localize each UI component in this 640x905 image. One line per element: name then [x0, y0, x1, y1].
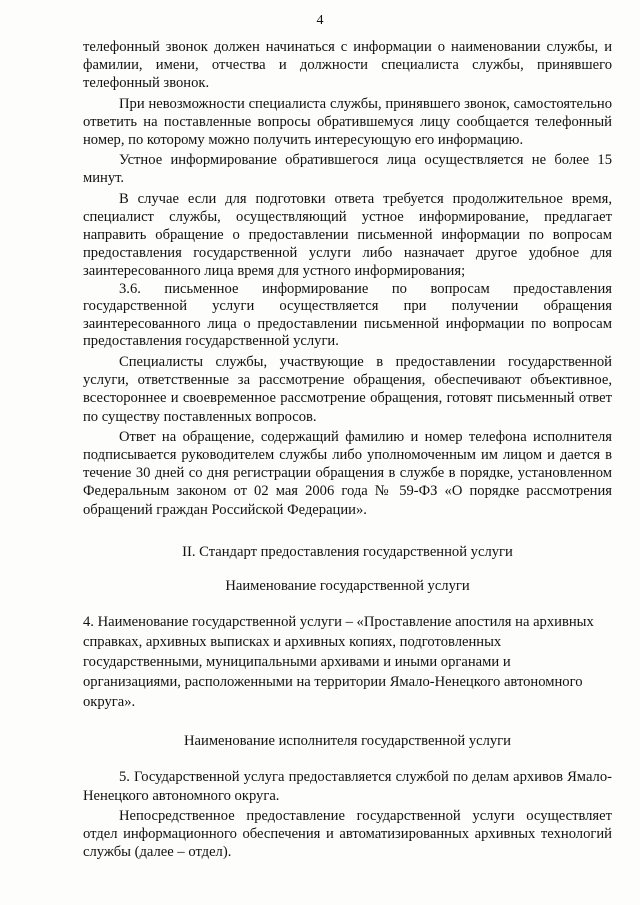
paragraph: Специалисты службы, участвующие в предоставлении государственной услуги, ответственные за рассмотрение обращения, обеспечивают объективное, всестороннее и своевременное рассмотрение обращения, готовят письменный ответ по существу поставленных вопросов.: [83, 354, 612, 425]
paragraph: 3.6. письменное информирование по вопросам предоставления государственной услуги осуществляется при получении обращения заинтересованного лица о предоставлении письменной информации по вопросам предоставления государственной услуги.: [83, 280, 612, 350]
item-5: 5. Государственной услуга предоставляется службой по делам архивов Ямало-Ненецкого автономного округа.: [83, 769, 612, 804]
item-4: 4. Наименование государственной услуги – «Проставление апостиля на архивных справках, архивных выписках и архивных копиях, подготовленных государственными, муниципальными архивами и иными органами и организациями, расположенными на территории Ямало-Ненецкого автономного округа».: [83, 614, 594, 711]
paragraph: При невозможности специалиста службы, принявшего звонок, самостоятельно ответить на поставленные вопросы обратившемуся лицу сообщается телефонный номер, по которому можно получить интересующую его информацию.: [83, 95, 612, 149]
subheading: Наименование государственной услуги: [225, 578, 470, 595]
subheading: Наименование исполнителя государственной услуги: [184, 733, 511, 750]
document-body: [83, 38, 612, 861]
section-heading: II. Стандарт предоставления государственной услуги: [182, 543, 513, 560]
paragraph: телефонный звонок должен начинаться с информации о наименовании службы, и фамилии, имени, отчества и должности специалиста службы, принявшего телефонный звонок.: [83, 39, 612, 92]
page-number: 4: [316, 13, 324, 28]
paragraph: Ответ на обращение, содержащий фамилию и номер телефона исполнителя подписывается руководителем службы либо уполномоченным им лицом и дается в течение 30 дней со дня регистрации обращения в службе в порядке, установленном Федеральным законом от 02 мая 2006 года № 59-ФЗ «О порядке рассмотрения обращений граждан Российской Федерации».: [83, 428, 612, 518]
paragraph: Устное информирование обратившегося лица осуществляется не более 15 минут.: [83, 152, 612, 187]
paragraph: Непосредственное предоставление государственной услуги осуществляет отдел информационного обеспечения и автоматизированных архивных технологий службы (далее – отдел).: [83, 807, 612, 861]
paragraph: В случае если для подготовки ответа требуется продолжительное время, специалист службы, осуществляющий устное информирование, предлагает направить обращение о предоставлении письменной информации по вопросам предоставления государственной услуги либо назначает другое удобное для заинтересованного лица время для устного информирования;: [83, 190, 612, 280]
